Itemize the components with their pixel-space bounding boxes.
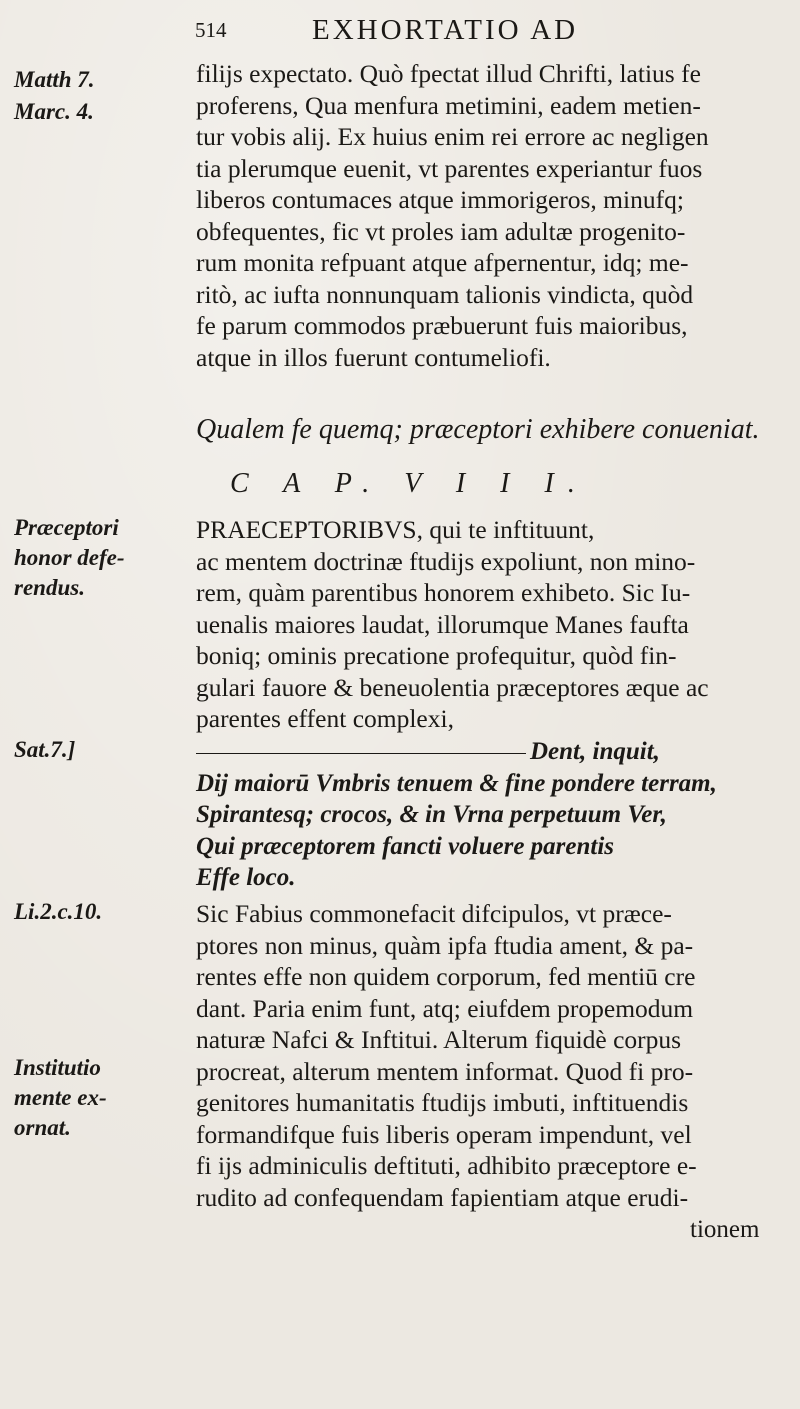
running-title: EXHORTATIO AD — [312, 14, 579, 46]
text-line: tia plerumque euenit, vt parentes experiantur fuos — [196, 153, 703, 183]
text-line: genitores humanitatis ftudijs imbuti, inftituendis — [196, 1088, 689, 1117]
text-line: tur vobis alij. Ex huius enim rei errore ac negligen — [196, 122, 709, 151]
verse-line: Qui præceptorem fancti voluere parentis — [196, 832, 615, 860]
text-line: rudito ad confequendam fapientiam atque erudi- — [196, 1182, 689, 1212]
page-number: 514 — [195, 18, 227, 42]
verse-line: Spirantesq; crocos, & in Vrna perpetuum Ver, — [196, 801, 667, 828]
margin-note-institutio-2: mente ex- — [14, 1085, 107, 1110]
margin-note-institutio-3: ornat. — [14, 1115, 71, 1140]
chapter-heading: C A P. V I I I. — [230, 468, 589, 499]
verse-lead-line — [196, 736, 786, 768]
quote-rule — [196, 753, 526, 754]
margin-note-institutio-1: Institutio — [14, 1055, 101, 1080]
text-line: filijs expectato. Quò fpectat illud Chrifti, latius fe — [196, 59, 701, 88]
verse-quotation — [196, 736, 786, 894]
text-block-1 — [196, 58, 786, 373]
page-header — [195, 14, 755, 54]
text-line: formandifque fuis liberis operam impendunt, vel — [196, 1119, 692, 1149]
margin-note-matth: Matth 7. — [14, 67, 95, 92]
text-line: Sic Fabius commonefacit difcipulos, vt præce- — [196, 899, 672, 928]
verse-line: Effe loco. — [196, 864, 296, 891]
margin-note-praeceptori-2: honor defe- — [14, 545, 125, 570]
text-block-3 — [196, 898, 786, 1213]
margin-note-praeceptori-3: rendus. — [14, 575, 85, 600]
margin-note-li: Li.2.c.10. — [14, 899, 103, 924]
text-line: PRAECEPTORIBVS, qui te inftituunt, — [196, 515, 595, 544]
text-line: ptores non minus, quàm ipfa ftudia ament, & pa- — [196, 930, 694, 960]
text-block-2 — [196, 514, 786, 735]
text-line: rum monita refpuant atque afpernentur, idq; me- — [196, 248, 689, 277]
text-line: rentes effe non quidem corporum, fed mentiū cre — [196, 962, 696, 991]
catchword: tionem — [690, 1216, 760, 1243]
text-line: obfequentes, fic vt proles iam adultæ progenito- — [196, 216, 686, 246]
text-line: fe parum commodos præbuerunt fuis maioribus, — [196, 311, 688, 340]
text-line: rem, quàm parentibus honorem exhibeto. Sic Iu- — [196, 578, 691, 607]
margin-note-praeceptori-1: Præceptori — [14, 515, 119, 540]
text-line: naturæ Nafci & Inftitui. Alterum fiquidè corpus — [196, 1025, 682, 1054]
margin-note-marc: Marc. 4. — [14, 99, 94, 124]
section-heading: Qualem fe quemq; præceptori exhibere conueniat. — [196, 414, 760, 445]
text-line: uenalis maiores laudat, illorumque Manes faufta — [196, 609, 689, 639]
text-line: gulari fauore & beneuolentia præceptores æque ac — [196, 672, 709, 702]
text-line: ritò, ac iufta nonnunquam talionis vindicta, quòd — [196, 279, 694, 309]
text-line: proferens, Qua menfura metimini, eadem metien- — [196, 90, 701, 120]
text-line: procreat, alterum mentem informat. Quod fi pro- — [196, 1056, 694, 1086]
text-line: fi ijs adminiculis deftituti, adhibito præceptore e- — [196, 1151, 697, 1180]
verse-lead: Dent, inquit, — [530, 738, 660, 765]
text-line: atque in illos fuerunt contumeliofi. — [196, 342, 551, 372]
margin-note-sat: Sat.7.] — [14, 737, 76, 762]
text-line: ac mentem doctrinæ ftudijs expoliunt, non mino- — [196, 546, 696, 576]
text-line: parentes effent complexi, — [196, 704, 454, 733]
verse-line: Dij maiorū Vmbris tenuem & fine pondere terram, — [196, 769, 717, 797]
text-line: dant. Paria enim funt, atq; eiufdem propemodum — [196, 993, 694, 1023]
text-line: boniq; ominis precatione profequitur, quòd fin- — [196, 641, 677, 670]
text-line: liberos contumaces atque immorigeros, minufq; — [196, 185, 684, 214]
